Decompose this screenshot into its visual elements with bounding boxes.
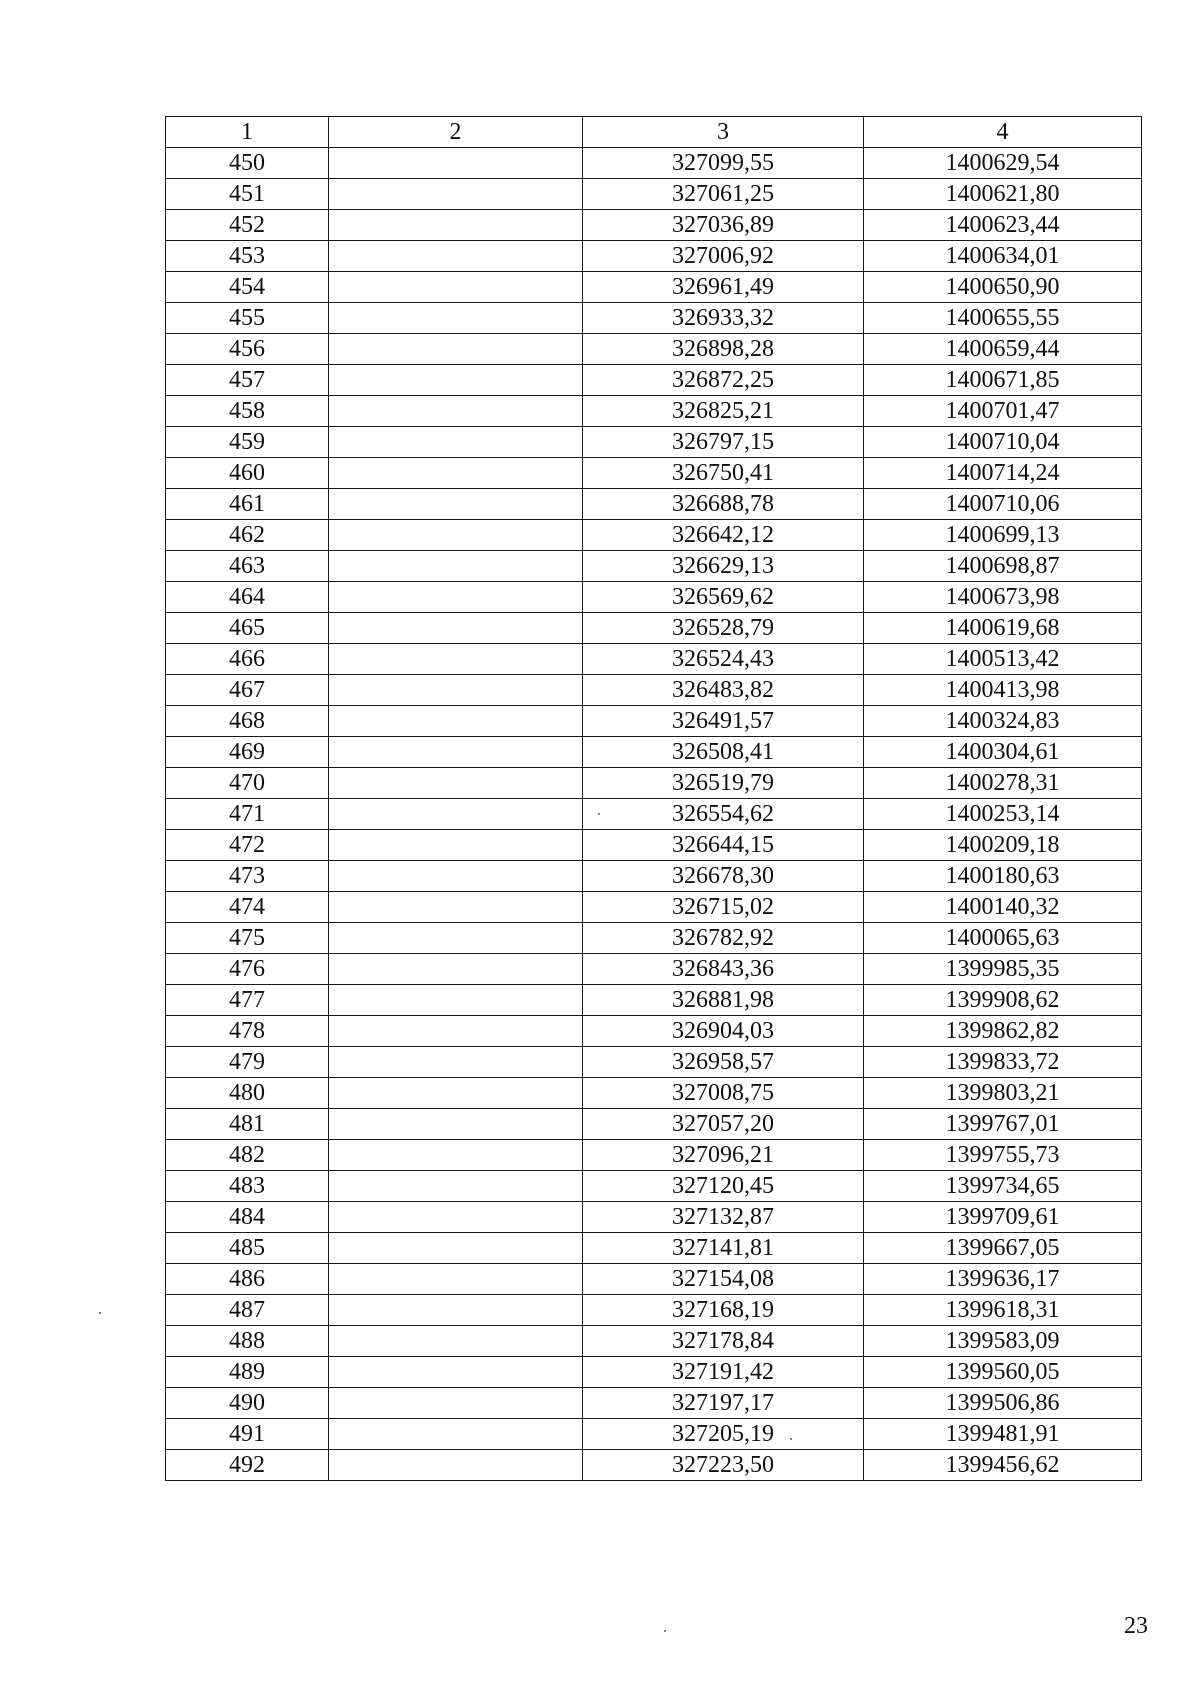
table-cell-col-2 (329, 210, 583, 241)
table-cell-col-3: 326904,03 (583, 1016, 864, 1047)
table-cell-col-4: 1400671,85 (864, 365, 1142, 396)
column-header-2: 2 (329, 117, 583, 148)
table-cell-col-2 (329, 1171, 583, 1202)
table-cell-col-3: 326958,57 (583, 1047, 864, 1078)
table-cell-col-3: 326797,15 (583, 427, 864, 458)
table-row (166, 768, 1142, 799)
table-cell-col-3: 326524,43 (583, 644, 864, 675)
column-header-3: 3 (583, 117, 864, 148)
table-cell-col-2 (329, 861, 583, 892)
table-row (166, 830, 1142, 861)
table-cell-col-1: 477 (166, 985, 329, 1016)
table-cell-col-2 (329, 1419, 583, 1450)
table-cell-col-4: 1399734,65 (864, 1171, 1142, 1202)
table-cell-col-3: 327223,50 (583, 1450, 864, 1481)
table-row (166, 458, 1142, 489)
table-cell-col-4: 1399667,05 (864, 1233, 1142, 1264)
table-cell-col-4: 1400701,47 (864, 396, 1142, 427)
table-cell-col-1: 469 (166, 737, 329, 768)
scan-speck (99, 1312, 101, 1314)
table-cell-col-3: 327154,08 (583, 1264, 864, 1295)
table-row (166, 582, 1142, 613)
table-cell-col-1: 482 (166, 1140, 329, 1171)
table-cell-col-2 (329, 241, 583, 272)
table-row (166, 1357, 1142, 1388)
table-cell-col-1: 466 (166, 644, 329, 675)
table-cell-col-2 (329, 954, 583, 985)
table-cell-col-2 (329, 1450, 583, 1481)
table-row (166, 954, 1142, 985)
table-cell-col-1: 462 (166, 520, 329, 551)
table-cell-col-3: 326688,78 (583, 489, 864, 520)
table-cell-col-3: 326508,41 (583, 737, 864, 768)
table-cell-col-4: 1399636,17 (864, 1264, 1142, 1295)
table-cell-col-1: 478 (166, 1016, 329, 1047)
table-cell-col-3: 326881,98 (583, 985, 864, 1016)
table-cell-col-2 (329, 148, 583, 179)
table-cell-col-3: 327036,89 (583, 210, 864, 241)
scan-speck (598, 813, 600, 815)
table-row (166, 241, 1142, 272)
table-row (166, 1202, 1142, 1233)
table-cell-col-1: 488 (166, 1326, 329, 1357)
table-row (166, 1233, 1142, 1264)
table-cell-col-1: 485 (166, 1233, 329, 1264)
table-cell-col-3: 326491,57 (583, 706, 864, 737)
table-cell-col-3: 326843,36 (583, 954, 864, 985)
table-cell-col-2 (329, 396, 583, 427)
table-cell-col-3: 327008,75 (583, 1078, 864, 1109)
table-cell-col-3: 326483,82 (583, 675, 864, 706)
table-row (166, 644, 1142, 675)
table-cell-col-1: 463 (166, 551, 329, 582)
table-cell-col-1: 490 (166, 1388, 329, 1419)
table-cell-col-1: 475 (166, 923, 329, 954)
table-cell-col-2 (329, 706, 583, 737)
page-number: 23 (1124, 1613, 1148, 1639)
table-body (166, 148, 1142, 1481)
table-cell-col-3: 326629,13 (583, 551, 864, 582)
table-row (166, 1388, 1142, 1419)
table-row (166, 365, 1142, 396)
table-cell-col-1: 454 (166, 272, 329, 303)
table-cell-col-2 (329, 644, 583, 675)
table-row (166, 706, 1142, 737)
table-row (166, 985, 1142, 1016)
table-cell-col-3: 326554,62 (583, 799, 864, 830)
table-cell-col-4: 1400209,18 (864, 830, 1142, 861)
table-cell-col-2 (329, 830, 583, 861)
table-cell-col-4: 1399618,31 (864, 1295, 1142, 1326)
table-cell-col-4: 1400655,55 (864, 303, 1142, 334)
table-cell-col-1: 465 (166, 613, 329, 644)
table-cell-col-3: 326715,02 (583, 892, 864, 923)
table-row (166, 210, 1142, 241)
table-cell-col-3: 326750,41 (583, 458, 864, 489)
table-cell-col-1: 460 (166, 458, 329, 489)
table-cell-col-3: 326825,21 (583, 396, 864, 427)
table-cell-col-2 (329, 892, 583, 923)
table-cell-col-2 (329, 551, 583, 582)
table-cell-col-3: 327191,42 (583, 1357, 864, 1388)
table-header-row (166, 117, 1142, 148)
table-cell-col-3: 327132,87 (583, 1202, 864, 1233)
table-cell-col-3: 326933,32 (583, 303, 864, 334)
table-cell-col-2 (329, 1047, 583, 1078)
table-cell-col-4: 1400065,63 (864, 923, 1142, 954)
table-cell-col-3: 326528,79 (583, 613, 864, 644)
table-row (166, 427, 1142, 458)
table-cell-col-1: 473 (166, 861, 329, 892)
table-row (166, 1264, 1142, 1295)
table-cell-col-1: 468 (166, 706, 329, 737)
table-row (166, 148, 1142, 179)
table-cell-col-2 (329, 272, 583, 303)
table-cell-col-1: 474 (166, 892, 329, 923)
table-cell-col-2 (329, 1326, 583, 1357)
table-cell-col-4: 1399506,86 (864, 1388, 1142, 1419)
table-cell-col-4: 1400304,61 (864, 737, 1142, 768)
table-cell-col-3: 327197,17 (583, 1388, 864, 1419)
table-cell-col-2 (329, 1264, 583, 1295)
table-cell-col-1: 453 (166, 241, 329, 272)
table-cell-col-1: 464 (166, 582, 329, 613)
table-header (166, 117, 1142, 148)
table-cell-col-4: 1400253,14 (864, 799, 1142, 830)
table-cell-col-1: 458 (166, 396, 329, 427)
table-row (166, 1140, 1142, 1171)
table-cell-col-4: 1400629,54 (864, 148, 1142, 179)
table-cell-col-1: 452 (166, 210, 329, 241)
table-cell-col-2 (329, 737, 583, 768)
table-cell-col-2 (329, 768, 583, 799)
table-cell-col-4: 1400699,13 (864, 520, 1142, 551)
table-cell-col-1: 486 (166, 1264, 329, 1295)
table-cell-col-1: 489 (166, 1357, 329, 1388)
table-cell-col-1: 472 (166, 830, 329, 861)
table-cell-col-1: 479 (166, 1047, 329, 1078)
table-cell-col-3: 327057,20 (583, 1109, 864, 1140)
table-cell-col-1: 492 (166, 1450, 329, 1481)
table-cell-col-2 (329, 303, 583, 334)
table-row (166, 923, 1142, 954)
table-cell-col-3: 326872,25 (583, 365, 864, 396)
table-row (166, 1047, 1142, 1078)
table-cell-col-2 (329, 799, 583, 830)
table-cell-col-3: 327096,21 (583, 1140, 864, 1171)
table-cell-col-4: 1400650,90 (864, 272, 1142, 303)
table-row (166, 303, 1142, 334)
table-cell-col-3: 327120,45 (583, 1171, 864, 1202)
table-row (166, 1109, 1142, 1140)
table-cell-col-1: 461 (166, 489, 329, 520)
table-row (166, 613, 1142, 644)
table-cell-col-1: 450 (166, 148, 329, 179)
table-cell-col-2 (329, 675, 583, 706)
table-row (166, 1450, 1142, 1481)
table-cell-col-3: 326519,79 (583, 768, 864, 799)
table-cell-col-1: 456 (166, 334, 329, 365)
table-cell-col-4: 1400413,98 (864, 675, 1142, 706)
table-cell-col-1: 481 (166, 1109, 329, 1140)
column-header-1: 1 (166, 117, 329, 148)
coordinates-table (165, 116, 1142, 1481)
scan-speck (790, 1438, 792, 1440)
table-cell-col-1: 483 (166, 1171, 329, 1202)
table-cell-col-4: 1399862,82 (864, 1016, 1142, 1047)
table-cell-col-4: 1400623,44 (864, 210, 1142, 241)
table-cell-col-1: 484 (166, 1202, 329, 1233)
table-row (166, 520, 1142, 551)
table-cell-col-2 (329, 365, 583, 396)
table-cell-col-4: 1399767,01 (864, 1109, 1142, 1140)
table-cell-col-4: 1399803,21 (864, 1078, 1142, 1109)
table-row (166, 737, 1142, 768)
table-cell-col-3: 326569,62 (583, 582, 864, 613)
table-cell-col-4: 1399709,61 (864, 1202, 1142, 1233)
table-row (166, 1419, 1142, 1450)
table-cell-col-4: 1400698,87 (864, 551, 1142, 582)
scan-speck (664, 1630, 666, 1632)
table-cell-col-2 (329, 1202, 583, 1233)
table-row (166, 551, 1142, 582)
table-cell-col-2 (329, 1109, 583, 1140)
table-row (166, 489, 1142, 520)
table-cell-col-1: 471 (166, 799, 329, 830)
table-cell-col-2 (329, 1016, 583, 1047)
table-row (166, 892, 1142, 923)
table-row (166, 861, 1142, 892)
table-cell-col-4: 1400710,06 (864, 489, 1142, 520)
table-cell-col-2 (329, 427, 583, 458)
table-row (166, 1016, 1142, 1047)
table-cell-col-4: 1400278,31 (864, 768, 1142, 799)
table-cell-col-3: 326644,15 (583, 830, 864, 861)
table-cell-col-1: 470 (166, 768, 329, 799)
table-cell-col-2 (329, 613, 583, 644)
table-cell-col-4: 1399456,62 (864, 1450, 1142, 1481)
table-row (166, 675, 1142, 706)
table-cell-col-2 (329, 985, 583, 1016)
table-cell-col-3: 326782,92 (583, 923, 864, 954)
table-cell-col-3: 327006,92 (583, 241, 864, 272)
table-cell-col-2 (329, 1357, 583, 1388)
table-cell-col-2 (329, 1388, 583, 1419)
table-cell-col-2 (329, 179, 583, 210)
table-cell-col-2 (329, 582, 583, 613)
table-row (166, 334, 1142, 365)
table-cell-col-3: 326961,49 (583, 272, 864, 303)
table-row (166, 1295, 1142, 1326)
table-cell-col-3: 327178,84 (583, 1326, 864, 1357)
table-cell-col-4: 1400324,83 (864, 706, 1142, 737)
table-cell-col-4: 1400714,24 (864, 458, 1142, 489)
table-cell-col-1: 459 (166, 427, 329, 458)
table-cell-col-4: 1400621,80 (864, 179, 1142, 210)
table-row (166, 179, 1142, 210)
table-cell-col-3: 327205,19 (583, 1419, 864, 1450)
table-cell-col-1: 457 (166, 365, 329, 396)
table-row (166, 799, 1142, 830)
table-cell-col-4: 1399481,91 (864, 1419, 1142, 1450)
table-cell-col-1: 476 (166, 954, 329, 985)
table-cell-col-4: 1400659,44 (864, 334, 1142, 365)
table-cell-col-4: 1399755,73 (864, 1140, 1142, 1171)
table-cell-col-2 (329, 1295, 583, 1326)
table-cell-col-4: 1400180,63 (864, 861, 1142, 892)
table-cell-col-4: 1399560,05 (864, 1357, 1142, 1388)
table-cell-col-4: 1400619,68 (864, 613, 1142, 644)
table-cell-col-3: 326678,30 (583, 861, 864, 892)
table-cell-col-1: 451 (166, 179, 329, 210)
table-cell-col-2 (329, 1233, 583, 1264)
table-cell-col-4: 1400513,42 (864, 644, 1142, 675)
table-cell-col-4: 1399833,72 (864, 1047, 1142, 1078)
table-cell-col-4: 1399985,35 (864, 954, 1142, 985)
table-row (166, 1078, 1142, 1109)
table-cell-col-4: 1400140,32 (864, 892, 1142, 923)
table-cell-col-3: 327061,25 (583, 179, 864, 210)
table-row (166, 1326, 1142, 1357)
table-cell-col-3: 327099,55 (583, 148, 864, 179)
table-cell-col-1: 455 (166, 303, 329, 334)
table-cell-col-1: 467 (166, 675, 329, 706)
table-cell-col-1: 491 (166, 1419, 329, 1450)
table-cell-col-2 (329, 458, 583, 489)
table-cell-col-2 (329, 1140, 583, 1171)
table-cell-col-4: 1400634,01 (864, 241, 1142, 272)
table-cell-col-3: 327141,81 (583, 1233, 864, 1264)
table-cell-col-2 (329, 520, 583, 551)
table-cell-col-2 (329, 1078, 583, 1109)
table-cell-col-3: 327168,19 (583, 1295, 864, 1326)
table-row (166, 396, 1142, 427)
table-cell-col-4: 1400710,04 (864, 427, 1142, 458)
table-cell-col-2 (329, 923, 583, 954)
table-row (166, 272, 1142, 303)
table-cell-col-1: 487 (166, 1295, 329, 1326)
table-cell-col-4: 1399583,09 (864, 1326, 1142, 1357)
table-cell-col-4: 1400673,98 (864, 582, 1142, 613)
table-cell-col-2 (329, 489, 583, 520)
table-row (166, 1171, 1142, 1202)
table-cell-col-1: 480 (166, 1078, 329, 1109)
table-cell-col-4: 1399908,62 (864, 985, 1142, 1016)
table-cell-col-2 (329, 334, 583, 365)
table-cell-col-3: 326642,12 (583, 520, 864, 551)
column-header-4: 4 (864, 117, 1142, 148)
table-cell-col-3: 326898,28 (583, 334, 864, 365)
